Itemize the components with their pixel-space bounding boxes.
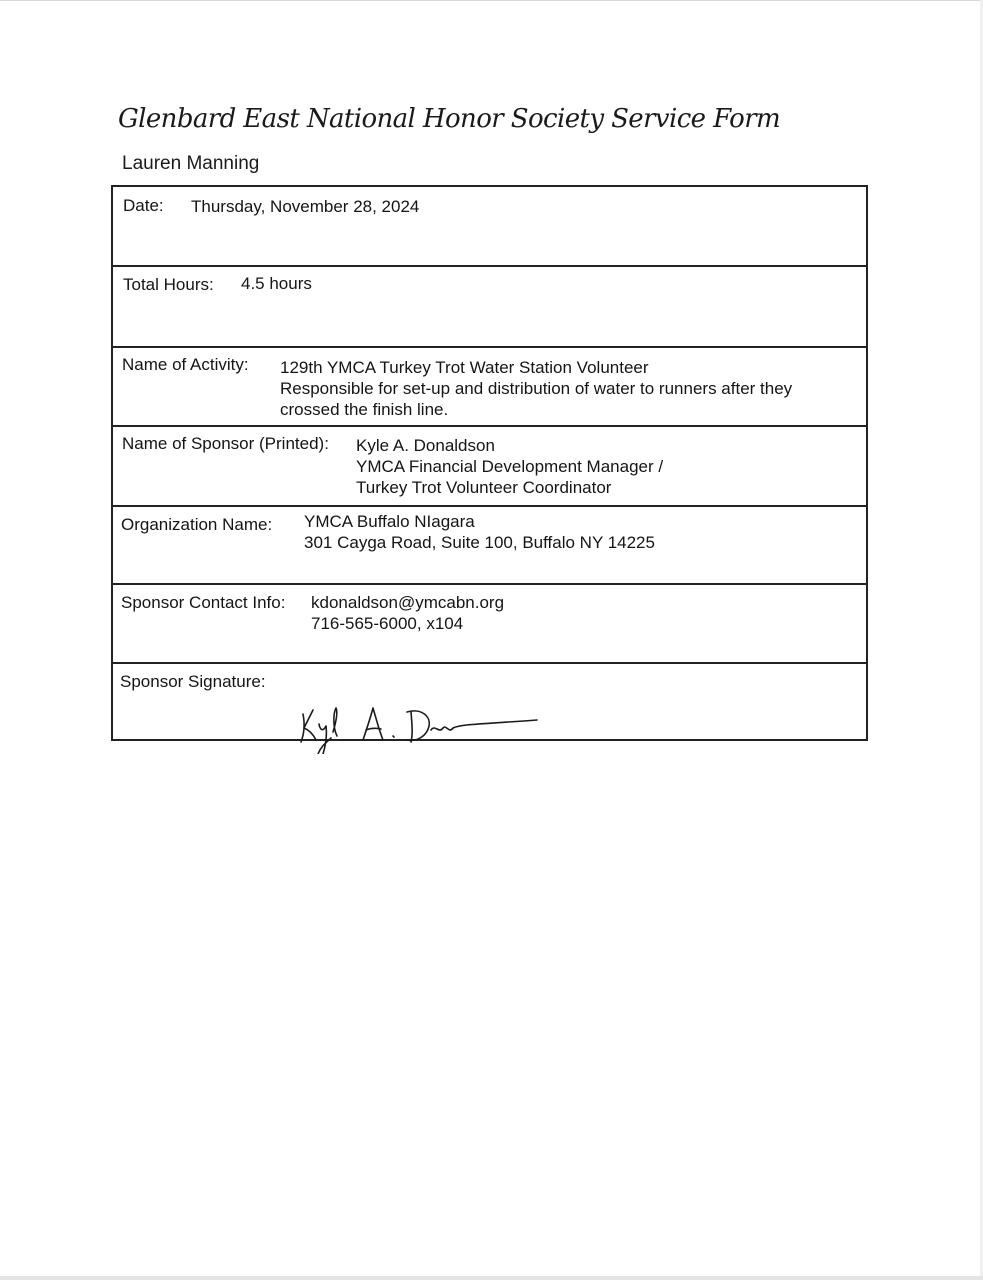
sponsor-label: Name of Sponsor (Printed): [122, 434, 329, 453]
activity-line: 129th YMCA Turkey Trot Water Station Volunteer [280, 358, 649, 377]
activity-line: Responsible for set-up and distribution of water to runners after they [280, 379, 793, 398]
organization-row [113, 507, 866, 585]
date-label: Date: [123, 196, 164, 215]
service-form-table [111, 185, 868, 741]
page-edge [0, 1276, 983, 1280]
activity-value [280, 357, 792, 420]
signature-row [113, 664, 866, 741]
page-edge [0, 0, 983, 1]
contact-email: kdonaldson@ymcabn.org [311, 593, 505, 612]
date-value: Thursday, November 28, 2024 [191, 197, 420, 216]
contact-label: Sponsor Contact Info: [121, 593, 286, 612]
form-title: Glenbard East National Honor Society Service Form [118, 104, 781, 134]
activity-label: Name of Activity: [122, 355, 249, 374]
organization-line: 301 Cayga Road, Suite 100, Buffalo NY 14225 [304, 533, 655, 552]
student-name: Lauren Manning [122, 153, 260, 174]
hours-value: 4.5 hours [241, 274, 312, 293]
contact-phone: 716-565-6000, x104 [311, 614, 464, 633]
contact-value [311, 592, 504, 634]
sponsor-value [356, 435, 663, 498]
organization-value [304, 511, 655, 553]
date-row [113, 187, 866, 267]
organization-line: YMCA Buffalo NIagara [304, 512, 475, 531]
organization-label: Organization Name: [121, 515, 273, 534]
activity-line: crossed the finish line. [280, 400, 449, 419]
hours-row [113, 267, 866, 348]
sponsor-line: YMCA Financial Development Manager / [356, 457, 664, 476]
contact-row [113, 585, 866, 664]
sponsor-row [113, 427, 866, 507]
hours-label: Total Hours: [123, 275, 214, 294]
signature-label: Sponsor Signature: [120, 672, 266, 691]
activity-row [113, 348, 866, 427]
sponsor-line: Turkey Trot Volunteer Coordinator [356, 478, 612, 497]
sponsor-line: Kyle A. Donaldson [356, 436, 495, 455]
handwritten-signature [293, 684, 543, 754]
